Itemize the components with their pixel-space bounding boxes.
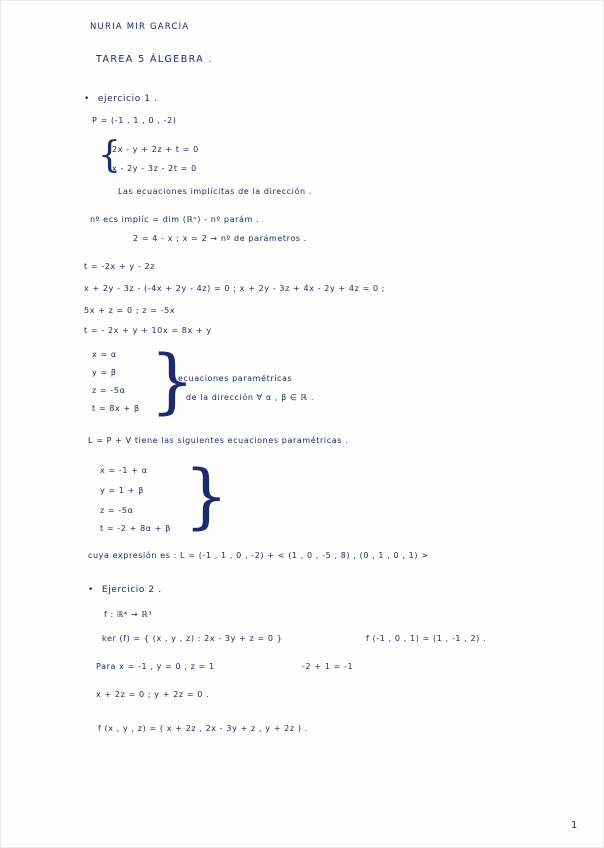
param-L-3: z = -5α <box>100 506 134 515</box>
system-note: Las ecuaciones implícitas de la dirección . <box>118 187 312 196</box>
author-name: NURIA MIR GARCÍA <box>90 22 190 32</box>
param-dir-brace: } <box>150 340 195 422</box>
param-dir-1: x = α <box>92 350 117 359</box>
param-L-brace: } <box>184 455 229 537</box>
step-4: t = - 2x + y + 10x = 8x + y <box>84 326 212 335</box>
page-number: 1 <box>571 820 578 831</box>
ejercicio1-heading: • ejercicio 1 . <box>84 94 158 104</box>
ejercicio2-heading: • Ejercicio 2 . <box>88 585 162 595</box>
system-brace: { <box>98 135 121 176</box>
point-p: P = (-1 , 1 , 0 , -2) <box>92 116 177 125</box>
param-dir-note-2: de la dirección ∀ α , β ∈ ℝ . <box>186 393 314 402</box>
image-value: f (-1 , 0 , 1) = (1 , -1 , 2) . <box>366 634 487 643</box>
param-dir-3: z = -5α <box>92 386 126 395</box>
param-dir-note-1: ecuaciones paramétricas <box>178 374 293 383</box>
param-L-4: t = -2 + 8α + β <box>100 524 171 533</box>
expression-line: cuya expresión es : L = (-1 , 1 , 0 , -2) + < (1 , 0 , -5 , 8) , (0 , 1 , 0 , 1) > <box>88 551 429 560</box>
f-definition: f (x , y , z) = ( x + 2z , 2x - 3y + z , y + 2z ) . <box>98 724 308 733</box>
param-L-2: y = 1 + β <box>100 486 144 495</box>
para-line: Para x = -1 , y = 0 , z = 1 <box>96 662 215 671</box>
system-eq-2: x - 2y - 3z - 2t = 0 <box>112 164 197 173</box>
param-dir-4: t = 8x + β <box>92 404 140 413</box>
step-3: 5x + z = 0 ; z = -5x <box>84 306 176 315</box>
count-line: nº ecs implíc = dim (ℝⁿ) - nº parám . <box>90 215 260 224</box>
system-eq-1: 2x - y + 2z + t = 0 <box>112 145 199 154</box>
para-calc: -2 + 1 = -1 <box>302 662 354 671</box>
param-dir-2: y = β <box>92 368 117 377</box>
step-2: x + 2y - 3z - (-4x + 2y - 4z) = 0 ; x + 2y - 3z + 4x - 2y + 4z = 0 ; <box>84 284 386 293</box>
count-values: 2 = 4 - x ; x = 2 → nº de parámetros . <box>133 234 307 243</box>
map-definition: f : ℝ⁴ → ℝ³ <box>104 610 153 619</box>
document-title: TAREA 5 ÁLGEBRA . <box>96 54 213 65</box>
L-sentence: L = P + V tiene las siguientes ecuaciones paramétricas . <box>88 436 349 445</box>
kernel-definition: ker (f) = { (x , y , z) : 2x - 3y + z = 0 } <box>102 634 283 643</box>
step-1: t = -2x + y - 2z <box>84 262 156 271</box>
equation-line: x + 2z = 0 ; y + 2z = 0 . <box>96 690 210 699</box>
param-L-1: x = -1 + α <box>100 466 148 475</box>
